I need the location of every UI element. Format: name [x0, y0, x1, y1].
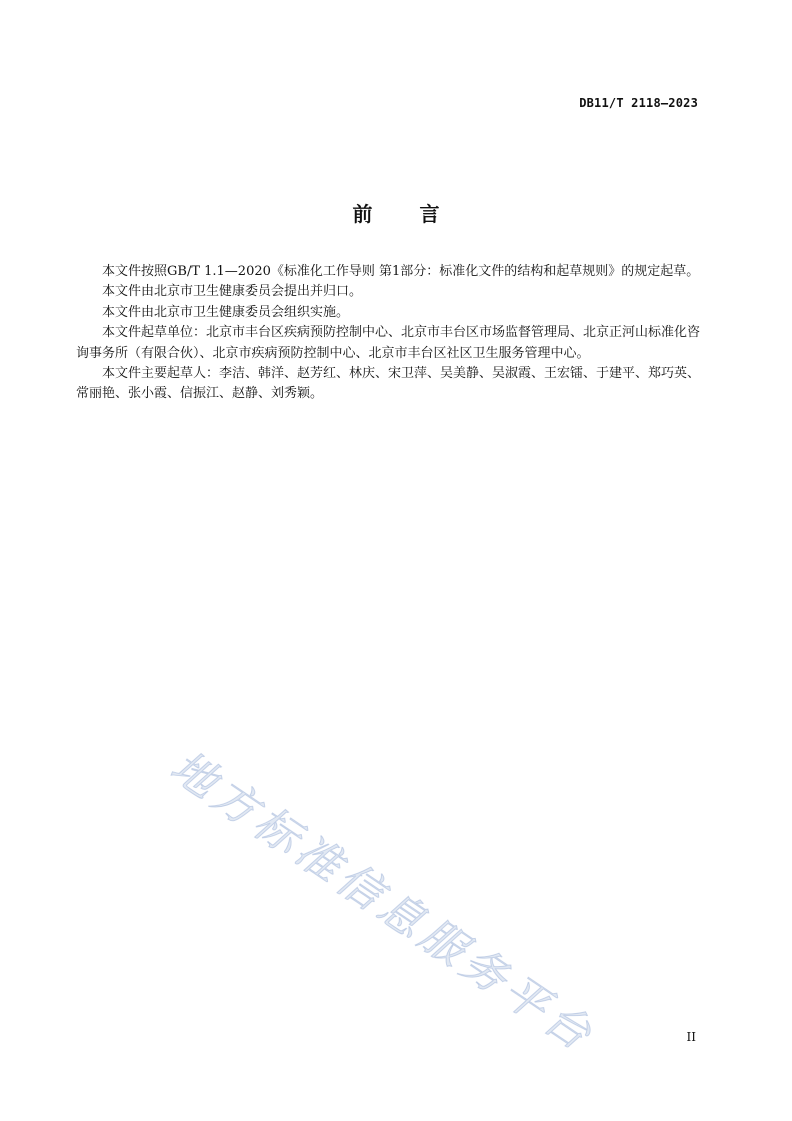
page-title: 前 言: [352, 202, 440, 226]
paragraph-implementer: 本文件由北京市卫生健康委员会组织实施。: [102, 304, 350, 320]
paragraph-drafters: 本文件主要起草人：李洁、韩洋、赵芳红、林庆、宋卫萍、吴美静、吴淑霞、王宏镭、于建平、郑巧英、常丽艳、张小霞、信振江、赵静、刘秀颖。: [76, 366, 701, 402]
standard-code: DB11/T 2118—2023: [579, 96, 698, 110]
paragraph-drafting-basis: 本文件按照GB/T 1.1—2020《标准化工作导则 第1部分：标准化文件的结构和起草规则》的规定起草。: [102, 264, 700, 279]
paragraph-drafting-units: 本文件起草单位：北京市丰台区疾病预防控制中心、北京市丰台区市场监督管理局、北京正河山标准化咨询事务所（有限合伙）、北京市疾病预防控制中心、北京市丰台区社区卫生服务管理中心。: [76, 325, 701, 361]
paragraph-proposer: 本文件由北京市卫生健康委员会提出并归口。: [102, 284, 363, 300]
page-number: II: [686, 1030, 696, 1044]
watermark: 地方标准信息服务平台: [161, 741, 605, 1063]
foreword-body: [76, 262, 700, 405]
